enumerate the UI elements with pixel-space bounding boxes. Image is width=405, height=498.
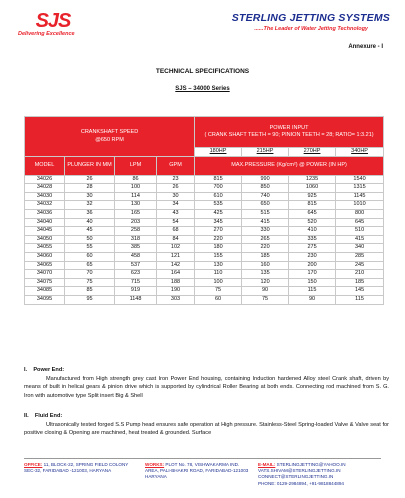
table-cell: 60 [65,252,115,261]
table-cell: 86 [115,175,157,184]
col-lpm: LPM [115,156,157,175]
table-cell: 43 [157,209,195,218]
table-cell: 115 [289,287,336,296]
table-cell: 220 [242,244,289,253]
table-cell: 645 [289,209,336,218]
table-cell: 335 [289,235,336,244]
table-row [25,192,384,201]
table-cell: 220 [195,235,242,244]
table-cell: 700 [195,184,242,193]
table-row [25,270,384,279]
footer-works: WORKS: PLOT No. 78, VISHWAKARMA IND. AREA, PALI-BHAKRI ROAD, FARIDABAD-121003 HARYANA [145,462,249,480]
table-cell: 68 [157,227,195,236]
table-row [25,184,384,193]
table-cell: 1010 [336,201,384,210]
table-cell: 34065 [25,261,65,270]
table-row [25,175,384,184]
table-cell: 230 [289,252,336,261]
section-heading: Fluid End: [34,413,63,419]
table-cell: 258 [115,227,157,236]
table-cell: 32 [65,201,115,210]
table-cell: 34060 [25,252,65,261]
table-cell: 34095 [25,295,65,304]
table-cell: 145 [336,287,384,296]
hp-header-215: 215HP [242,148,289,157]
logo-tagline: Delivering Excellence [18,31,75,37]
table-cell: 623 [115,270,157,279]
table-cell: 815 [195,175,242,184]
table-row [25,209,384,218]
table-cell: 55 [65,244,115,253]
table-cell: 130 [195,261,242,270]
table-cell: 54 [157,218,195,227]
table-cell: 130 [115,201,157,210]
table-row [25,287,384,296]
table-cell: 303 [157,295,195,304]
table-cell: 458 [115,252,157,261]
table-cell: 34026 [25,175,65,184]
table-cell: 34055 [25,244,65,253]
table-cell: 650 [242,201,289,210]
table-cell: 190 [157,287,195,296]
table-cell: 160 [242,261,289,270]
table-cell: 100 [115,184,157,193]
power-input-header: POWER INPUT ( CRANK SHAFT TEETH = 90; PINION TEETH = 28; RATIO= 1:3.21) [195,117,384,148]
table-cell: 1315 [336,184,384,193]
table-cell: 1060 [289,184,336,193]
section-body: Ultrasonically tested forged S.S Pump head ensures safe operation at High pressure. Stainless-Steel Spring-loaded Valve & Valve seat for positive closing & Opening are machined, heat treated & grounded. Surface [24,421,389,436]
table-cell: 715 [115,278,157,287]
table-cell: 23 [157,175,195,184]
table-cell: 90 [242,287,289,296]
table-cell: 645 [336,218,384,227]
table-cell: 142 [157,261,195,270]
company-header [195,12,390,32]
table-cell: 34085 [25,287,65,296]
col-plunger: PLUNGER IN MM [65,156,115,175]
table-cell: 75 [195,287,242,296]
table-cell: 345 [195,218,242,227]
table-cell: 285 [336,252,384,261]
company-tagline: ......The Leader of Water Jetting Technology [254,26,368,32]
table-cell: 385 [115,244,157,253]
table-cell: 85 [65,287,115,296]
table-cell: 34032 [25,201,65,210]
table-cell: 610 [195,192,242,201]
section-number: I. [24,367,28,373]
table-cell: 185 [242,252,289,261]
table-cell: 1148 [115,295,157,304]
crank-speed-header: CRANKSHAFT SPEED @650 RPM [25,117,195,157]
table-cell: 800 [336,209,384,218]
table-cell: 270 [195,227,242,236]
pressure-header: MAX.PRESSURE (Kg/cm²) @ POWER (IN HP) [195,156,384,175]
table-cell: 26 [65,175,115,184]
table-cell: 415 [242,218,289,227]
table-cell: 120 [242,278,289,287]
table-cell: 815 [289,201,336,210]
table-cell: 990 [242,175,289,184]
footer-office: OFFICE: 11, BLOCK-22, SPRING FIELD COLONY SEC-32, FARIDABAD -121003, HARYANA [24,462,129,474]
table-cell: 65 [65,261,115,270]
table-cell: 34075 [25,278,65,287]
table-cell: 40 [65,218,115,227]
table-cell: 75 [65,278,115,287]
table-row [25,201,384,210]
table-cell: 919 [115,287,157,296]
spec-table [24,116,384,305]
table-cell: 330 [242,227,289,236]
table-cell: 188 [157,278,195,287]
table-row [25,218,384,227]
table-cell: 70 [65,270,115,279]
table-cell: 318 [115,235,157,244]
table-cell: 102 [157,244,195,253]
table-cell: 925 [289,192,336,201]
table-cell: 135 [242,270,289,279]
hp-header-340: 340HP [336,148,384,157]
table-cell: 50 [65,235,115,244]
table-cell: 114 [115,192,157,201]
page-title: TECHNICAL SPECIFICATIONS [155,68,250,75]
table-cell: 34070 [25,270,65,279]
section-heading: Power End: [33,367,65,373]
table-cell: 210 [336,270,384,279]
table-row [25,244,384,253]
footer-contact: E-MAIL: STERLINGJETTING@YAHOO.IN VATS.SHIVAM@STERLINGJETTING.IN CONNECT@STERLINGJETTING.IN PHONE: 0129-2984894, +91-9818844894 [258,462,346,486]
table-row [25,295,384,304]
table-row [25,252,384,261]
company-logo [18,12,88,37]
table-cell: 34 [157,201,195,210]
table-cell: 200 [289,261,336,270]
table-cell: 1235 [289,175,336,184]
table-cell: 185 [336,278,384,287]
table-cell: 1540 [336,175,384,184]
series-title: SJS – 34000 Series [175,86,230,92]
table-cell: 121 [157,252,195,261]
table-row [25,278,384,287]
table-cell: 26 [157,184,195,193]
hp-header-270: 270HP [289,148,336,157]
table-cell: 425 [195,209,242,218]
table-cell: 165 [115,209,157,218]
section-number: II. [24,413,29,419]
table-cell: 34040 [25,218,65,227]
table-cell: 1145 [336,192,384,201]
table-cell: 34045 [25,227,65,236]
table-cell: 340 [336,244,384,253]
table-cell: 537 [115,261,157,270]
table-cell: 275 [289,244,336,253]
table-cell: 36 [65,209,115,218]
table-row [25,227,384,236]
table-cell: 265 [242,235,289,244]
table-cell: 515 [242,209,289,218]
table-cell: 34036 [25,209,65,218]
table-cell: 110 [195,270,242,279]
col-model: MODEL [25,156,65,175]
col-gpm: GPM [157,156,195,175]
logo-mark: SJS [35,10,71,32]
section-body: Manufactured from High strength grey cast Iron Power End housing, containing Induction hardened Alloy steel Crank shaft, driven by means of built in helical gears & pinion drive which is supported by cylindrical Roller Bearing at both ends. Connecting rod machined from S. G. Iron with automotive type Split insert Big & Shell [24,375,389,399]
table-cell: 34028 [25,184,65,193]
table-cell: 84 [157,235,195,244]
table-cell: 115 [336,295,384,304]
table-cell: 520 [289,218,336,227]
annexure-label: Annexure - I [348,44,383,50]
table-row [25,261,384,270]
table-row [25,235,384,244]
table-cell: 415 [336,235,384,244]
table-cell: 30 [157,192,195,201]
company-name: STERLING JETTING SYSTEMS [231,12,390,24]
table-cell: 740 [242,192,289,201]
spec-table-body [25,175,384,304]
table-cell: 245 [336,261,384,270]
table-cell: 30 [65,192,115,201]
table-cell: 150 [289,278,336,287]
section-fluid-end [24,412,389,438]
table-cell: 164 [157,270,195,279]
table-cell: 90 [289,295,336,304]
table-cell: 510 [336,227,384,236]
table-cell: 28 [65,184,115,193]
table-cell: 95 [65,295,115,304]
table-cell: 45 [65,227,115,236]
table-cell: 170 [289,270,336,279]
table-cell: 155 [195,252,242,261]
table-cell: 535 [195,201,242,210]
table-cell: 203 [115,218,157,227]
table-cell: 180 [195,244,242,253]
table-cell: 100 [195,278,242,287]
hp-header-180: 180HP [195,148,242,157]
table-cell: 34050 [25,235,65,244]
table-cell: 75 [242,295,289,304]
table-cell: 410 [289,227,336,236]
page-footer [24,458,381,486]
table-cell: 34030 [25,192,65,201]
table-cell: 60 [195,295,242,304]
section-power-end [24,366,389,400]
table-cell: 850 [242,184,289,193]
